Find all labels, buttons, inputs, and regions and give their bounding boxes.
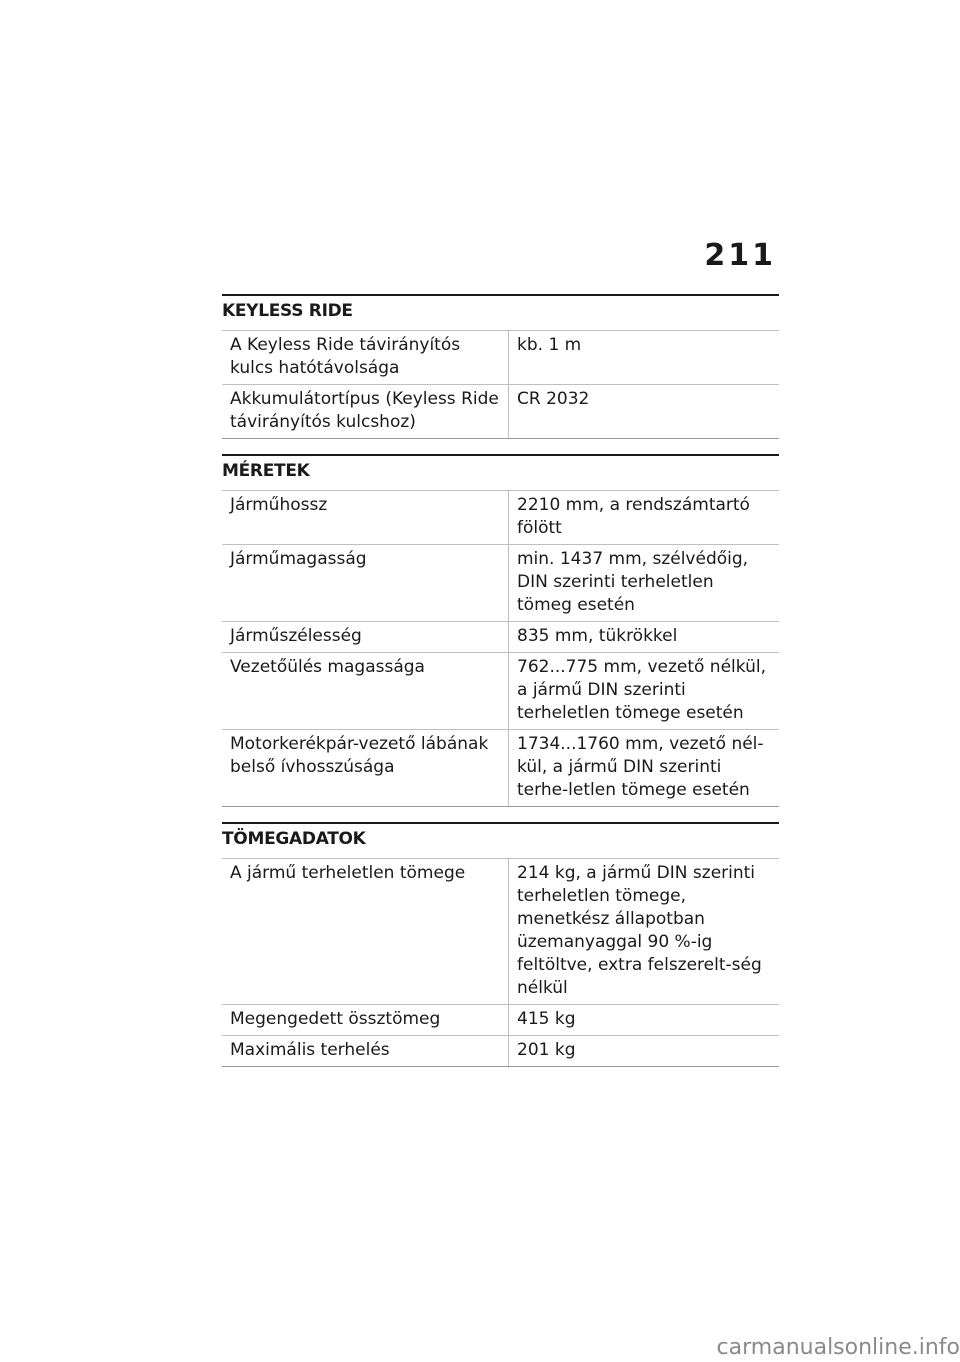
row-label: Járműhossz [222, 491, 509, 544]
section-keyless-ride [222, 294, 779, 439]
row-label: Vezetőülés magassága [222, 653, 509, 729]
row-value: kb. 1 m [517, 335, 582, 355]
table-row [222, 331, 779, 385]
watermark: carmanualsonline.info [716, 1335, 960, 1360]
row-value: 762...775 mm, vezető nélkül, a jármű DIN szerinti terheletlen tömege esetén [517, 657, 766, 723]
row-value: 1734...1760 mm, vezető nél-kül, a jármű DIN szerinti terhe-letlen tömege esetén [517, 734, 764, 800]
section-title: KEYLESS RIDE [222, 296, 779, 331]
row-value: CR 2032 [517, 389, 590, 409]
row-label: A jármű terheletlen tömege [222, 859, 509, 1004]
row-label: A Keyless Ride távirányítós kulcs hatótávolsága [222, 331, 509, 384]
page-number: 211 [704, 238, 776, 273]
row-label: Maximális terhelés [222, 1036, 509, 1066]
table-row [222, 545, 779, 622]
row-value: 835 mm, tükrökkel [517, 626, 678, 646]
table-row [222, 622, 779, 653]
row-label: Járműszélesség [222, 622, 509, 652]
section-title: TÖMEGADATOK [222, 824, 779, 859]
row-value: 214 kg, a jármű DIN szerinti terheletlen tömege, menetkész állapotban üzemanyaggal 90 %-ig feltöltve, extra felszerelt-ség nélkül [517, 863, 762, 998]
section-weights [222, 822, 779, 1067]
row-value: 201 kg [517, 1040, 576, 1060]
row-value: 415 kg [517, 1009, 576, 1029]
table-row [222, 1005, 779, 1036]
row-label: Akkumulátortípus (Keyless Ride távirányítós kulcshoz) [222, 385, 509, 438]
row-label: Járműmagasság [222, 545, 509, 621]
row-value: 2210 mm, a rendszámtartó fölött [517, 495, 750, 538]
spec-content [222, 294, 779, 1082]
row-label: Motorkerékpár-vezető lábának belső ívhosszúsága [222, 730, 509, 806]
row-label: Megengedett össztömeg [222, 1005, 509, 1035]
section-title: MÉRETEK [222, 456, 779, 491]
table-row [222, 730, 779, 807]
table-row [222, 859, 779, 1005]
table-row [222, 653, 779, 730]
table-row [222, 1036, 779, 1067]
table-row [222, 491, 779, 545]
table-row [222, 385, 779, 439]
section-dimensions [222, 454, 779, 807]
row-value: min. 1437 mm, szélvédőig, DIN szerinti terheletlen tömeg esetén [517, 549, 749, 615]
